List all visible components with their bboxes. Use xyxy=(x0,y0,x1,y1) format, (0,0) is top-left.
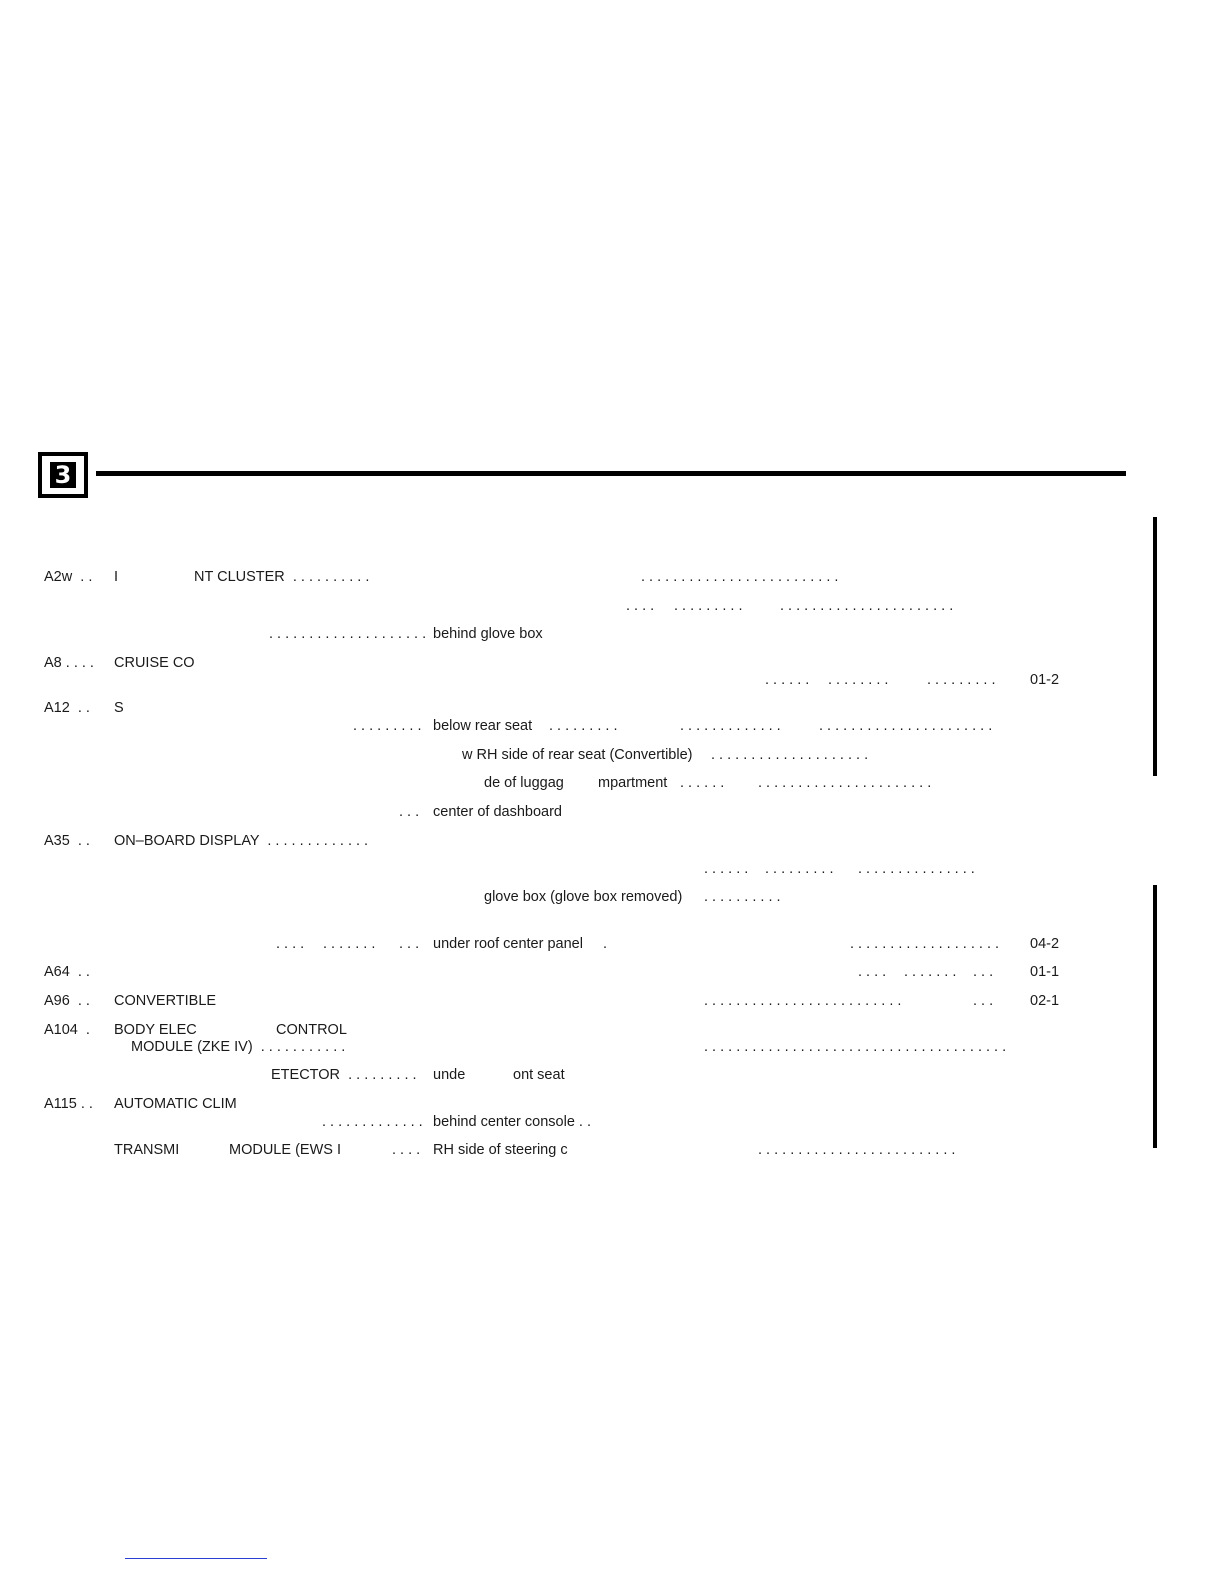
component-location: unde xyxy=(433,1067,466,1083)
component-location: behind center console . . xyxy=(433,1114,591,1130)
leader-dots: . . . xyxy=(399,936,420,952)
component-code: A64 . . xyxy=(44,964,90,980)
component-code: A115 . . xyxy=(44,1096,93,1112)
leader-dots: . . . . . . . . . . . . . xyxy=(322,1114,423,1130)
leader-dots: . . . xyxy=(973,964,994,980)
leader-dots: . . . . xyxy=(392,1142,421,1158)
page-reference: 04-2 xyxy=(1030,936,1060,952)
page-reference: 01-1 xyxy=(1030,964,1060,980)
component-location: de of luggag xyxy=(484,775,564,791)
leader-dots: . . . . . . . . . . . . . xyxy=(680,718,781,734)
component-name: CRUISE CO xyxy=(114,655,195,671)
leader-dots: . . . . . . . . . . . . . . . . . . . . xyxy=(711,747,869,763)
component-location: under roof center panel xyxy=(433,936,583,952)
component-name: MODULE (EWS I xyxy=(229,1142,341,1158)
component-name: S xyxy=(114,700,124,716)
leader-dots: . . . . xyxy=(858,964,887,980)
component-name: BODY ELEC xyxy=(114,1022,197,1038)
leader-dots: . . . . . . . . . . . . . . . . . . . . . . xyxy=(758,775,932,791)
component-code: A12 . . xyxy=(44,700,90,716)
page-reference: 01-2 xyxy=(1030,672,1060,688)
leader-dots: . . . . . . . xyxy=(904,964,957,980)
component-location: ont seat xyxy=(513,1067,565,1083)
component-name: ON–BOARD DISPLAY . . . . . . . . . . . . . xyxy=(114,833,369,849)
leader-dots: . . . . . . . xyxy=(323,936,376,952)
component-code: A104 . xyxy=(44,1022,90,1038)
page-reference: 02-1 xyxy=(1030,993,1060,1009)
section-number: 3 xyxy=(50,462,76,488)
header-rule xyxy=(96,471,1126,476)
leader-dots: . . . . . . . . . xyxy=(765,861,834,877)
component-code: A35 . . xyxy=(44,833,90,849)
component-name: CONTROL xyxy=(276,1022,347,1038)
component-location: behind glove box xyxy=(433,626,543,642)
leader-dots: . . . . . . . . . . . . . . . . . . . . . . . . . xyxy=(641,569,839,585)
leader-dots: . . . . . . xyxy=(680,775,725,791)
leader-dots: . . . . . . . . . . . . . . . . . . . . . . . . . xyxy=(758,1142,956,1158)
component-name: AUTOMATIC CLIM xyxy=(114,1096,237,1112)
leader-dots: . . . . . . . . . xyxy=(674,598,743,614)
leader-dots: . . . . . . . . . xyxy=(927,672,996,688)
section-number-badge xyxy=(38,452,88,498)
leader-dots: . . . . . . . . . . xyxy=(704,889,781,905)
leader-dots: . . . . . . . . . . . . . . . . . . . . . . . . . . . . . . . . . . . . . . xyxy=(704,1039,1007,1055)
leader-dots: . . . . . . . . . . . . . . . . . . . . . . . . . xyxy=(704,993,902,1009)
change-bar xyxy=(1153,517,1157,776)
leader-dots: . . . xyxy=(399,804,420,820)
component-name: TRANSMI xyxy=(114,1142,180,1158)
component-code: A96 . . xyxy=(44,993,90,1009)
leader-dots: . . . . . . . . . xyxy=(353,718,422,734)
leader-dots: . . . . . . xyxy=(704,861,749,877)
component-location: glove box (glove box removed) xyxy=(484,889,683,905)
leader-dots: . . . . . . . . . . . . . . . xyxy=(858,861,975,877)
component-location: RH side of steering c xyxy=(433,1142,568,1158)
leader-dots: . . . . . . . . . xyxy=(549,718,618,734)
component-name: MODULE (ZKE IV) . . . . . . . . . . . xyxy=(131,1039,346,1055)
component-code: A8 . . . . xyxy=(44,655,94,671)
component-name: CONVERTIBLE xyxy=(114,993,217,1009)
component-location: w RH side of rear seat (Convertible) xyxy=(462,747,693,763)
leader-dots: . . . xyxy=(973,993,994,1009)
leader-dots: . . . . . . xyxy=(765,672,810,688)
leader-dots: . . . . . . . . . . . . . . . . . . . . . . xyxy=(780,598,954,614)
component-location: below rear seat xyxy=(433,718,533,734)
component-location: mpartment xyxy=(598,775,668,791)
component-name: I xyxy=(114,569,119,585)
leader-dots: . . . . . . . . xyxy=(828,672,889,688)
component-location: center of dashboard xyxy=(433,804,562,820)
component-name: ETECTOR . . . . . . . . . xyxy=(271,1067,417,1083)
leader-dots: . xyxy=(603,936,608,952)
leader-dots: . . . . xyxy=(626,598,655,614)
component-code: A2w . . xyxy=(44,569,93,585)
leader-dots: . . . . . . . . . . . . . . . . . . . xyxy=(850,936,1000,952)
leader-dots: . . . . . . . . . . . . . . . . . . . . xyxy=(269,626,427,642)
leader-dots: . . . . xyxy=(276,936,305,952)
component-name: NT CLUSTER . . . . . . . . . . xyxy=(194,569,370,585)
change-bar xyxy=(1153,885,1157,1148)
footer-link-underline[interactable] xyxy=(125,1558,267,1559)
leader-dots: . . . . . . . . . . . . . . . . . . . . . . xyxy=(819,718,993,734)
